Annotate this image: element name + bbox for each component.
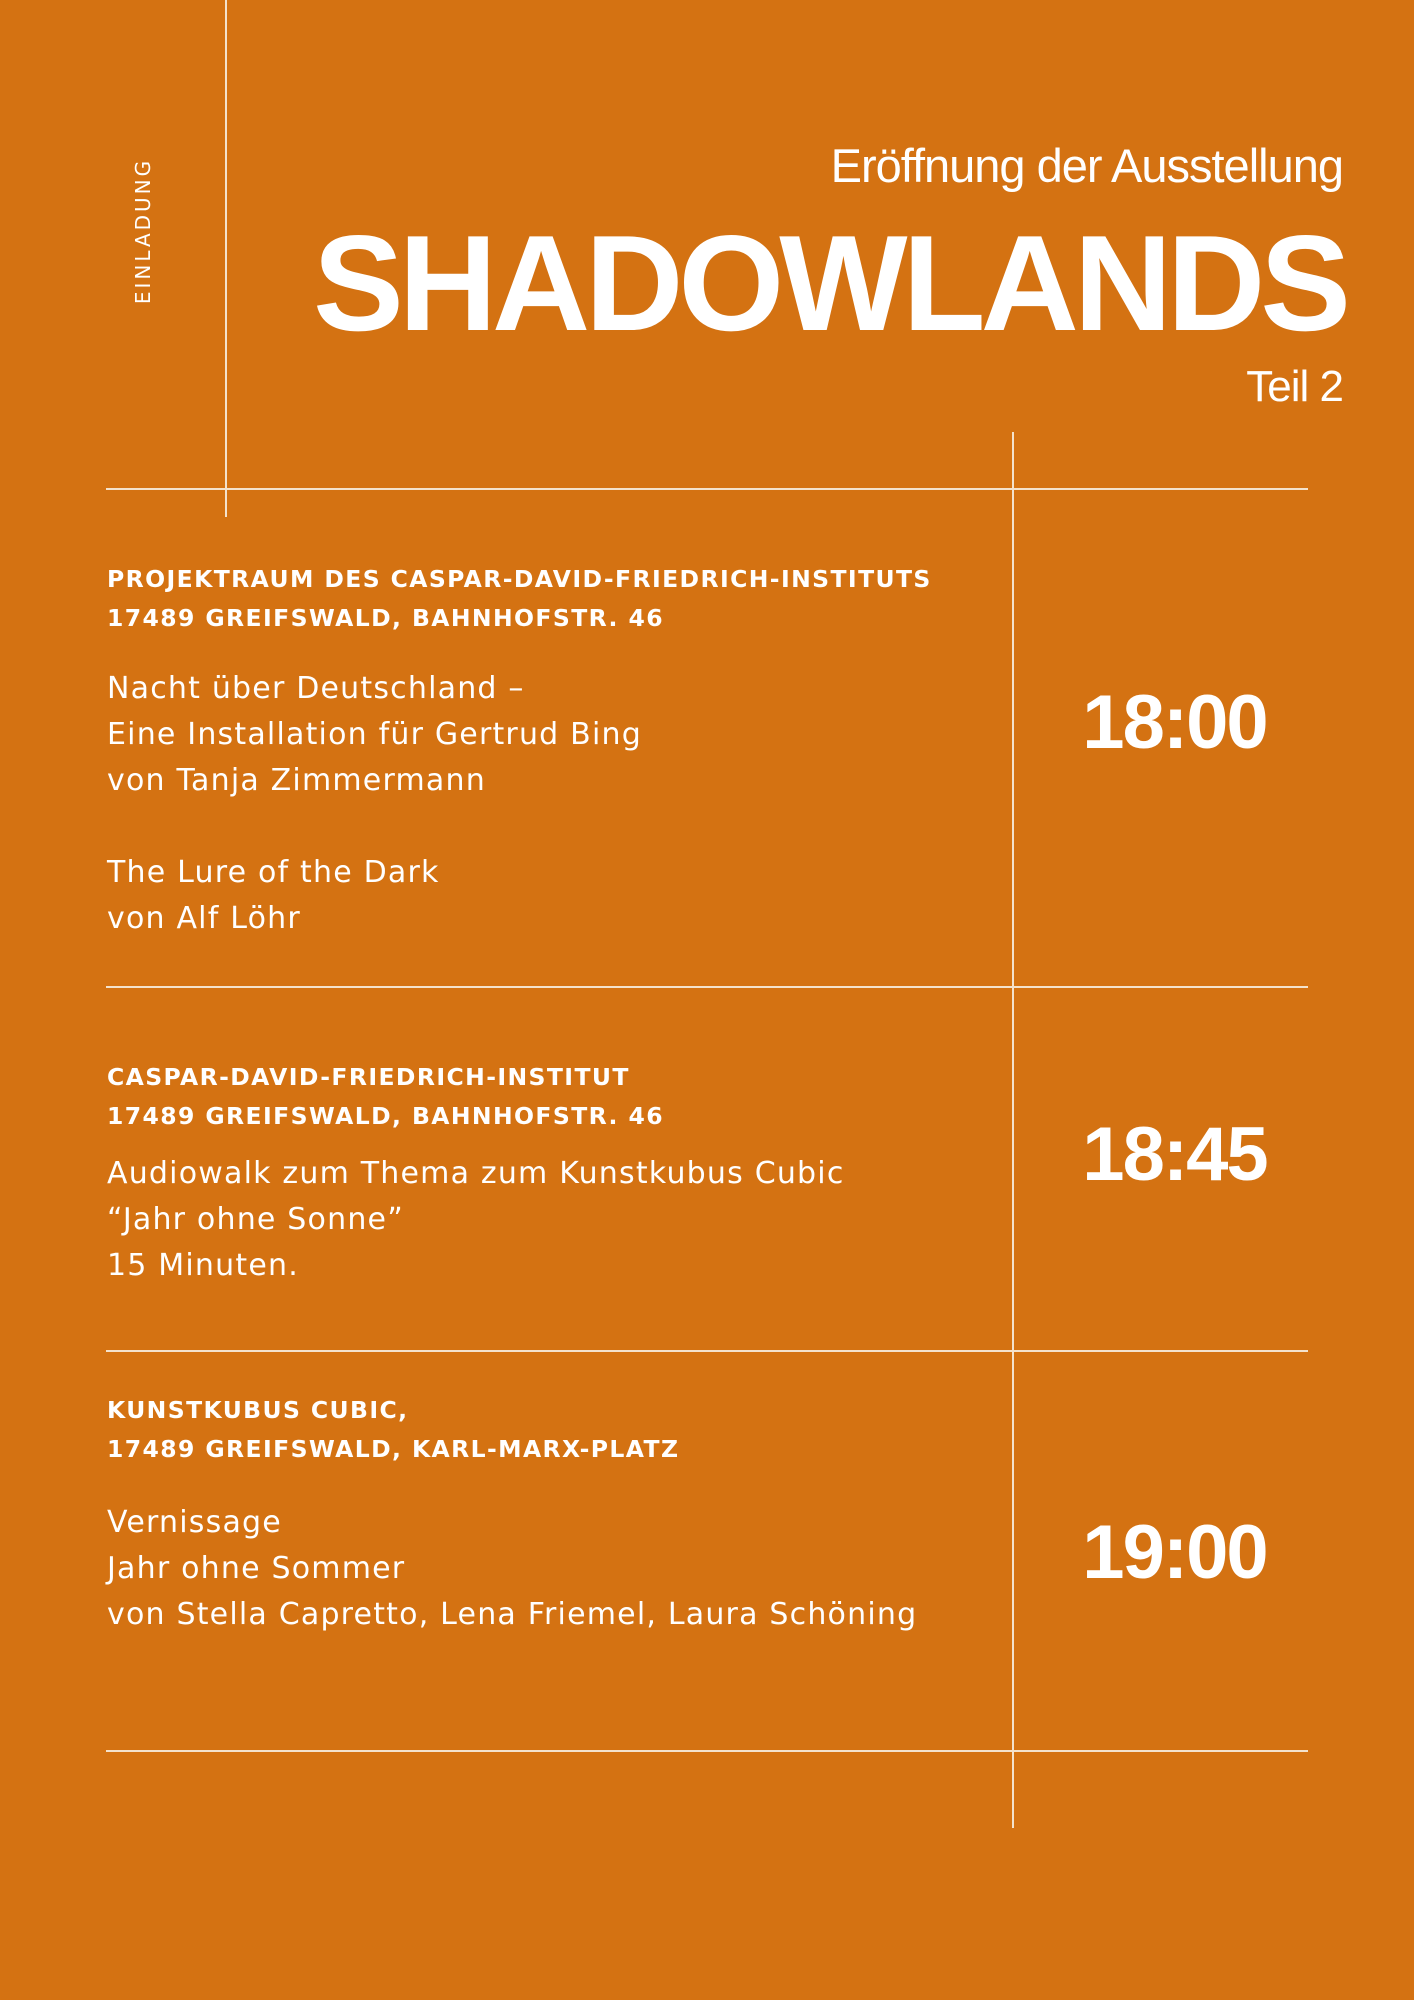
event-1-description-line: Eine Installation für Gertrud Bing [107,717,642,752]
divider-bottom [106,1750,1308,1752]
invitation-label-text: EINLADUNG [131,157,155,305]
exhibition-part: Teil 2 [1246,362,1343,411]
event-2-description-line: “Jahr ohne Sonne” [107,1202,404,1237]
event-1-description-line: Nacht über Deutschland – [107,671,525,706]
event-1-venue-line: 17489 GREIFSWALD, BAHNHOFSTR. 46 [107,604,664,632]
event-3-time: 19:00 [1082,1510,1267,1595]
event-2-venue-line: CASPAR-DAVID-FRIEDRICH-INSTITUT [107,1063,630,1091]
event-3-description-line: Jahr ohne Sommer [107,1551,406,1586]
event-3-description [107,1500,1007,1638]
invitation-label [128,140,158,322]
event-1-description-line: von Tanja Zimmermann [107,763,486,798]
event-3-venue [107,1391,1007,1469]
event-1-time: 18:00 [1082,680,1267,765]
event-1-description-spacer [107,804,1007,850]
event-1-description [107,666,1007,942]
event-3-description-line: Vernissage [107,1505,282,1540]
event-2-venue-line: 17489 GREIFSWALD, BAHNHOFSTR. 46 [107,1102,664,1130]
event-2-description-line: Audiowalk zum Thema zum Kunstkubus Cubic [107,1156,845,1191]
event-3-venue-line: 17489 GREIFSWALD, KARL-MARX-PLATZ [107,1435,680,1463]
event-3-description-line: von Stella Capretto, Lena Friemel, Laura Schöning [107,1597,918,1632]
event-3-venue-line: KUNSTKUBUS CUBIC, [107,1396,409,1424]
event-1-description-line: The Lure of the Dark [107,855,440,890]
event-2-description [107,1151,1007,1289]
event-2-time: 18:45 [1082,1112,1267,1197]
divider-top [106,488,1308,490]
header-vertical-rule [225,0,227,517]
event-1-venue [107,560,1007,638]
event-1-description-line: von Alf Löhr [107,901,301,936]
event-2-description-line: 15 Minuten. [107,1248,299,1283]
exhibition-title: SHADOWLANDS [313,207,1346,359]
divider-1 [106,986,1308,988]
event-1-venue-line: PROJEKTRAUM DES CASPAR-DAVID-FRIEDRICH-INSTITUTS [107,565,932,593]
exhibition-subtitle: Eröffnung der Ausstellung [830,139,1343,192]
divider-2 [106,1350,1308,1352]
event-2-venue [107,1058,1007,1136]
